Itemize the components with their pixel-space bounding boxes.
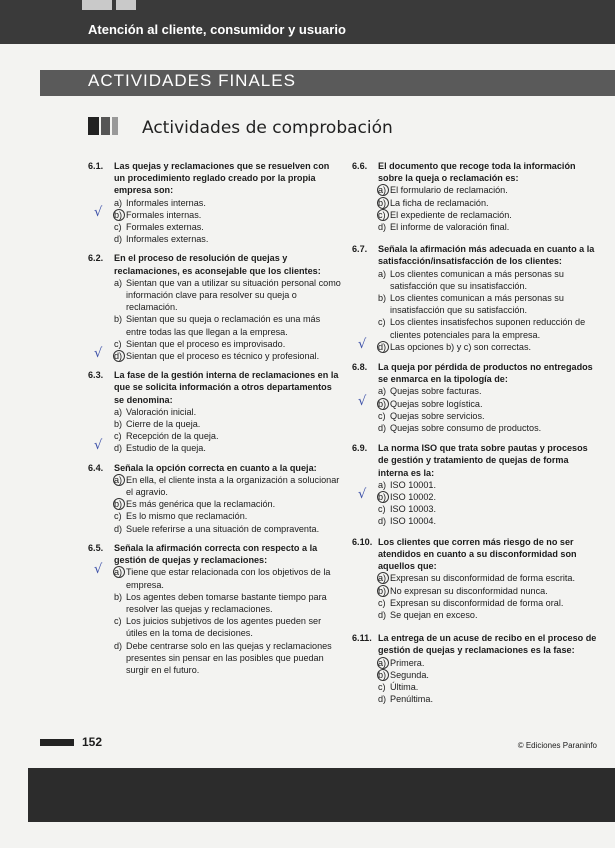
copyright-notice: © Ediciones Paraninfo xyxy=(517,741,597,750)
answer-option xyxy=(378,479,598,491)
question-number: 6.10. xyxy=(352,536,373,547)
question-header xyxy=(352,536,598,573)
question-header xyxy=(88,462,342,474)
question-number: 6.3. xyxy=(88,370,104,381)
option-letter: d) xyxy=(378,341,387,352)
answer-options xyxy=(88,562,342,676)
answer-options xyxy=(352,572,598,621)
option-text: Quejas sobre logística. xyxy=(390,398,483,409)
question-text: La fase de la gestión interna de reclamaciones en la que se solicita información a otros departamentos se denomina: xyxy=(114,370,339,405)
option-letter: b) xyxy=(378,293,387,304)
question-number: 6.8. xyxy=(352,362,368,373)
option-text: ISO 10002. xyxy=(390,492,437,503)
option-text: No expresan su disconformidad nunca. xyxy=(390,585,548,596)
option-text: Quejas sobre servicios. xyxy=(390,410,485,421)
answer-option xyxy=(378,221,598,233)
option-text: ISO 10004. xyxy=(390,516,437,527)
answer-option xyxy=(378,184,598,196)
answer-option xyxy=(114,338,342,350)
answer-option xyxy=(114,233,342,245)
option-letter: b) xyxy=(378,585,387,596)
question-number: 6.4. xyxy=(88,462,104,473)
answer-options xyxy=(352,268,598,353)
option-text: Los agentes deben tomarse bastante tiempo para resolver las quejas y reclamaciones. xyxy=(126,591,327,614)
subsection-marker-icon xyxy=(88,117,118,135)
option-text: El expediente de reclamación. xyxy=(390,209,512,220)
option-text: Informales internas. xyxy=(126,197,206,208)
option-text: El formulario de reclamación. xyxy=(390,185,508,196)
handwritten-check-icon: √ xyxy=(94,438,103,454)
option-text: Segunda. xyxy=(390,669,429,680)
option-text: Sientan que el proceso es improvisado. xyxy=(126,338,286,349)
answer-option xyxy=(114,498,342,510)
answer-options xyxy=(88,277,342,362)
question-header xyxy=(352,243,598,267)
question-item xyxy=(352,243,598,353)
question-text: Señala la opción correcta en cuanto a la queja: xyxy=(114,462,317,473)
question-number: 6.6. xyxy=(352,161,368,171)
option-letter: d) xyxy=(378,694,387,705)
handwritten-circle-mark xyxy=(377,341,389,353)
option-text: Es lo mismo que reclamación. xyxy=(126,511,248,522)
option-letter: c) xyxy=(378,681,386,692)
option-text: Los clientes comunican a más personas su insatisfacción que su satisfacción. xyxy=(390,293,564,316)
answer-option xyxy=(114,430,342,442)
answer-option xyxy=(378,410,598,422)
handwritten-check-icon: √ xyxy=(358,487,367,503)
header-tab-decoration xyxy=(82,0,112,10)
option-letter: a) xyxy=(114,406,123,417)
option-letter: a) xyxy=(378,657,387,668)
option-letter: b) xyxy=(378,669,387,680)
option-text: Estudio de la queja. xyxy=(126,443,206,454)
handwritten-check-icon: √ xyxy=(94,346,103,362)
question-number: 6.2. xyxy=(88,253,104,264)
handwritten-check-icon: √ xyxy=(358,336,367,352)
handwritten-circle-mark xyxy=(377,197,389,209)
answer-option xyxy=(378,693,598,705)
option-letter: b) xyxy=(114,591,123,602)
option-letter: b) xyxy=(378,492,387,503)
question-item xyxy=(352,442,598,527)
question-item xyxy=(352,160,598,233)
option-text: Los juicios subjetivos de los agentes pueden ser útiles en la toma de decisiones. xyxy=(126,616,322,639)
option-text: Expresan su disconformidad de forma oral. xyxy=(390,597,564,608)
option-letter: b) xyxy=(114,314,123,325)
option-letter: b) xyxy=(114,499,123,510)
subsection-title: Actividades de comprobación xyxy=(142,118,393,138)
option-text: En ella, el cliente insta a la organización a solucionar el agravio. xyxy=(126,474,340,498)
option-letter: a) xyxy=(378,185,387,196)
question-text: La queja por pérdida de productos no entregados se enmarca en la tipología de: xyxy=(378,362,593,385)
answer-options xyxy=(88,474,342,535)
option-letter: c) xyxy=(378,317,386,328)
option-text: Informales externas. xyxy=(126,234,209,245)
question-number: 6.5. xyxy=(88,542,104,553)
option-text: Penúltima. xyxy=(390,694,433,705)
question-header xyxy=(88,369,342,406)
handwritten-circle-mark xyxy=(377,585,389,597)
option-letter: d) xyxy=(114,443,123,454)
handwritten-check-icon: √ xyxy=(94,562,103,578)
option-letter: c) xyxy=(114,616,122,627)
option-text: La ficha de reclamación. xyxy=(390,197,489,208)
answer-option xyxy=(378,572,598,584)
handwritten-circle-mark xyxy=(377,669,389,681)
bottom-band xyxy=(28,768,615,822)
option-letter: c) xyxy=(378,209,386,220)
option-letter: a) xyxy=(114,567,123,578)
answer-option xyxy=(114,197,342,209)
option-letter: c) xyxy=(378,597,386,608)
answer-option xyxy=(114,523,342,535)
answer-option xyxy=(114,474,342,498)
answer-option xyxy=(114,640,342,677)
option-letter: a) xyxy=(114,474,123,485)
question-number: 6.1. xyxy=(88,161,104,171)
option-letter: c) xyxy=(114,431,122,442)
answer-option xyxy=(378,609,598,621)
answer-option xyxy=(378,268,598,292)
questions-right-column xyxy=(352,160,598,712)
section-title: ACTIVIDADES FINALES xyxy=(88,71,296,90)
question-text: La entrega de un acuse de recibo en el proceso de gestión de quejas y reclamaciones es la fase: xyxy=(378,633,597,656)
handwritten-circle-mark xyxy=(113,209,125,221)
option-text: Quejas sobre facturas. xyxy=(390,386,482,397)
answer-option xyxy=(94,438,342,454)
answer-options xyxy=(352,657,598,706)
handwritten-check-icon: √ xyxy=(358,393,367,409)
question-number: 6.9. xyxy=(352,443,368,454)
option-letter: b) xyxy=(378,197,387,208)
option-text: Es más genérica que la reclamación. xyxy=(126,499,276,510)
answer-option xyxy=(114,591,342,615)
question-header xyxy=(88,160,342,197)
question-header xyxy=(88,252,342,276)
option-text: Debe centrarse solo en las quejas y reclamaciones presentes sin pensar en las posibles que puedan surgir en el futuro. xyxy=(126,640,332,675)
option-letter: b) xyxy=(114,419,123,430)
answer-options xyxy=(352,479,598,528)
answer-option xyxy=(114,418,342,430)
handwritten-circle-mark xyxy=(113,474,125,486)
question-item xyxy=(352,361,598,434)
question-header xyxy=(352,361,598,385)
page-number-bar xyxy=(40,739,74,746)
option-letter: b) xyxy=(378,398,387,409)
question-item xyxy=(88,252,342,362)
option-text: Primera. xyxy=(390,657,425,668)
handwritten-circle-mark xyxy=(377,209,389,221)
question-item xyxy=(352,536,598,621)
answer-option xyxy=(378,503,598,515)
answer-option xyxy=(94,562,342,590)
option-letter: a) xyxy=(378,386,387,397)
option-letter: d) xyxy=(114,234,123,245)
question-text: Señala la afirmación más adecuada en cuanto a la satisfacción/insatisfacción de los clientes: xyxy=(378,244,595,267)
header-tab-decoration xyxy=(116,0,136,10)
answer-option xyxy=(378,292,598,316)
answer-options xyxy=(88,406,342,455)
answer-option xyxy=(378,657,598,669)
handwritten-circle-mark xyxy=(113,350,125,362)
option-text: Los clientes comunican a más personas su satisfacción que su insatisfacción. xyxy=(390,268,564,291)
answer-options xyxy=(352,184,598,233)
option-letter: a) xyxy=(114,197,123,208)
question-text: La norma ISO que trata sobre pautas y procesos de gestión y tratamiento de quejas de forma interna es la: xyxy=(378,443,588,478)
question-text: Señala la afirmación correcta con respecto a la gestión de quejas y reclamaciones: xyxy=(114,542,318,566)
option-letter: b) xyxy=(114,209,123,220)
question-number: 6.11. xyxy=(352,633,372,644)
option-text: Expresan su disconformidad de forma escrita. xyxy=(390,573,575,584)
option-text: Sientan que van a utilizar su situación personal como información clave para resolver su queja o reclamación. xyxy=(126,277,341,313)
option-letter: d) xyxy=(378,423,387,434)
answer-option xyxy=(378,585,598,597)
question-item xyxy=(88,369,342,454)
answer-option xyxy=(378,597,598,609)
answer-option xyxy=(114,510,342,522)
question-text: En el proceso de resolución de quejas y reclamaciones, es aconsejable que los clientes: xyxy=(114,253,321,276)
answer-option xyxy=(358,393,598,410)
option-text: Las opciones b) y c) son correctas. xyxy=(390,341,532,352)
question-item xyxy=(352,632,598,705)
option-text: Cierre de la queja. xyxy=(126,419,201,430)
question-item xyxy=(88,160,342,245)
option-text: ISO 10003. xyxy=(390,504,437,515)
answer-option xyxy=(378,385,598,397)
option-letter: a) xyxy=(378,573,387,584)
option-letter: c) xyxy=(378,410,386,421)
option-text: El informe de valoración final. xyxy=(390,222,510,233)
option-text: Sientan que su queja o reclamación es una más entre todas las que llegan a la empresa. xyxy=(126,314,321,337)
option-letter: d) xyxy=(114,523,123,534)
option-letter: d) xyxy=(378,222,387,233)
option-letter: d) xyxy=(378,609,387,620)
option-text: Recepción de la queja. xyxy=(126,431,219,442)
option-text: Última. xyxy=(390,681,419,692)
option-letter: d) xyxy=(114,640,123,651)
option-letter: a) xyxy=(114,277,123,288)
option-letter: a) xyxy=(378,268,387,279)
answer-option xyxy=(378,209,598,221)
option-text: Quejas sobre consumo de productos. xyxy=(390,423,542,434)
option-letter: d) xyxy=(114,351,123,362)
question-item xyxy=(88,462,342,535)
question-item xyxy=(88,542,342,676)
chapter-header-title: Atención al cliente, consumidor y usuario xyxy=(88,22,346,37)
option-text: Tiene que estar relacionada con los objetivos de la empresa. xyxy=(126,567,331,590)
handwritten-circle-mark xyxy=(377,657,389,669)
answer-option xyxy=(378,422,598,434)
option-text: Los clientes insatisfechos suponen reducción de clientes potenciales para la empresa. xyxy=(390,317,586,340)
option-letter: c) xyxy=(114,222,122,233)
question-header xyxy=(88,542,342,566)
answer-option xyxy=(378,316,598,340)
option-text: Formales internas. xyxy=(126,209,202,220)
page-number: 152 xyxy=(82,735,103,749)
option-letter: a) xyxy=(378,479,387,490)
option-letter: c) xyxy=(114,338,122,349)
option-letter: c) xyxy=(378,504,386,515)
answer-option xyxy=(94,204,342,221)
answer-option xyxy=(378,669,598,681)
answer-option xyxy=(378,197,598,209)
option-text: ISO 10001. xyxy=(390,479,437,490)
answer-options xyxy=(88,197,342,246)
answer-option xyxy=(358,487,598,503)
answer-option xyxy=(114,221,342,233)
question-header xyxy=(352,442,598,479)
question-text: Las quejas y reclamaciones que se resuelven con un procedimiento reglado creado por la propia empresa son: xyxy=(114,161,330,196)
option-text: Suele referirse a una situación de compraventa. xyxy=(126,523,320,534)
answer-option xyxy=(114,313,342,337)
answer-option xyxy=(378,515,598,527)
option-text: Sientan que el proceso es técnico y profesional. xyxy=(126,351,320,362)
option-text: Formales externas. xyxy=(126,222,204,233)
answer-option xyxy=(358,336,598,353)
handwritten-circle-mark xyxy=(377,398,389,410)
question-header xyxy=(352,160,598,184)
question-text: El documento que recoge toda la información sobre la queja o reclamación es: xyxy=(378,161,576,184)
answer-options xyxy=(352,385,598,434)
answer-option xyxy=(378,681,598,693)
option-letter: c) xyxy=(114,511,122,522)
answer-option xyxy=(114,277,342,314)
option-letter: d) xyxy=(378,516,387,527)
option-text: Se quejan en exceso. xyxy=(390,609,478,620)
handwritten-check-icon: √ xyxy=(94,204,103,220)
handwritten-circle-mark xyxy=(377,491,389,503)
answer-option xyxy=(114,615,342,639)
question-header xyxy=(352,632,598,656)
answer-option xyxy=(94,346,342,362)
question-text: Los clientes que corren más riesgo de no ser atendidos en cuanto a su disconformidad son aquellos que: xyxy=(378,536,577,572)
option-text: Valoración inicial. xyxy=(126,406,197,417)
questions-left-column xyxy=(88,160,342,683)
answer-option xyxy=(114,406,342,418)
question-number: 6.7. xyxy=(352,244,368,255)
